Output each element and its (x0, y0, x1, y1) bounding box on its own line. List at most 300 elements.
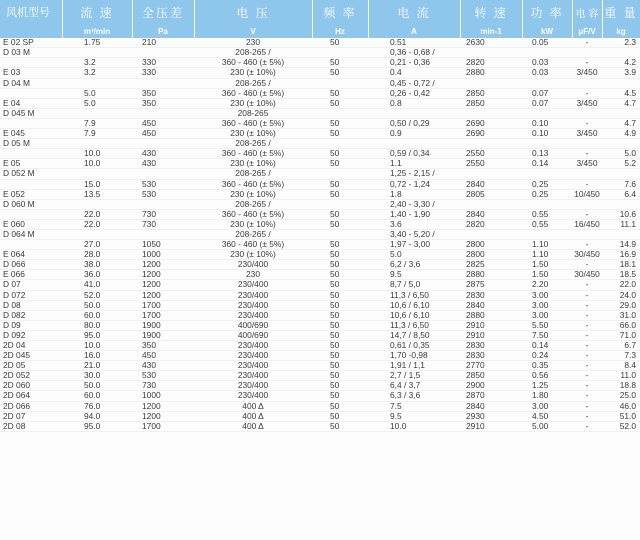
cell-frequency: 50 (312, 240, 368, 250)
cell-capacitor: 3/450 (572, 129, 602, 139)
cell-pressure: 1200 (132, 401, 194, 411)
table-row (0, 58, 640, 68)
cell-pressure: 1700 (132, 310, 194, 320)
cell-power: 2.20 (522, 280, 572, 290)
cell-speed: 2800 (460, 240, 522, 250)
table-row (0, 219, 640, 229)
cell-flow-rate: 5.0 (62, 88, 132, 98)
cell-voltage: 360 - 460 (± 5%) (194, 118, 312, 128)
cell-power: 0.03 (522, 58, 572, 68)
cell-model: E 05 (0, 159, 62, 169)
unit-weight: kg (602, 24, 640, 38)
cell-current: 0.4 (368, 68, 460, 78)
cell-capacitor: - (572, 58, 602, 68)
cell-current: 0,61 / 0,35 (368, 341, 460, 351)
cell-frequency: 50 (312, 300, 368, 310)
table-row (0, 250, 640, 260)
cell-speed: 2880 (460, 68, 522, 78)
table-body (0, 38, 640, 431)
cell-pressure: 450 (132, 118, 194, 128)
cell-speed: 2900 (460, 381, 522, 391)
cell-speed: 2550 (460, 159, 522, 169)
cell-frequency: 50 (312, 411, 368, 421)
cell-weight: 4.9 (602, 129, 640, 139)
cell-model (0, 149, 62, 159)
cell-weight: 18.5 (602, 270, 640, 280)
cell-speed (460, 108, 522, 118)
cell-voltage: 230 (± 10%) (194, 250, 312, 260)
cell-current: 1,40 - 1,90 (368, 209, 460, 219)
table-row (0, 320, 640, 330)
cell-power: 0.55 (522, 209, 572, 219)
cell-weight: 22.0 (602, 280, 640, 290)
cell-weight: 18.1 (602, 260, 640, 270)
cell-speed: 2630 (460, 38, 522, 48)
table-row (0, 341, 640, 351)
table-row (0, 300, 640, 310)
cell-frequency: 50 (312, 209, 368, 219)
cell-current: 1,70 -0,98 (368, 351, 460, 361)
table-row (0, 108, 640, 118)
cell-voltage: 230/400 (194, 381, 312, 391)
cell-capacitor: - (572, 38, 602, 48)
cell-frequency: 50 (312, 58, 368, 68)
cell-weight (602, 199, 640, 209)
table-row (0, 139, 640, 149)
cell-speed (460, 199, 522, 209)
cell-weight: 5.2 (602, 159, 640, 169)
cell-capacitor (572, 169, 602, 179)
cell-frequency: 50 (312, 361, 368, 371)
unit-frequency: Hz (312, 24, 368, 38)
cell-current: 0,72 - 1,24 (368, 179, 460, 189)
cell-power: 0.03 (522, 68, 572, 78)
cell-frequency (312, 78, 368, 88)
cell-frequency: 50 (312, 129, 368, 139)
cell-frequency: 50 (312, 260, 368, 270)
table-row (0, 38, 640, 48)
cell-model: D 052 M (0, 169, 62, 179)
cell-voltage: 230/400 (194, 391, 312, 401)
header-current: 电 流 (368, 0, 460, 24)
cell-flow-rate: 76.0 (62, 401, 132, 411)
cell-model (0, 209, 62, 219)
cell-weight: 29.0 (602, 300, 640, 310)
table-row (0, 209, 640, 219)
table-row (0, 129, 640, 139)
table-row (0, 118, 640, 128)
cell-pressure: 430 (132, 149, 194, 159)
cell-current: 1.1 (368, 159, 460, 169)
cell-flow-rate: 41.0 (62, 280, 132, 290)
cell-flow-rate: 13.5 (62, 189, 132, 199)
cell-voltage: 230/400 (194, 341, 312, 351)
cell-power (522, 199, 572, 209)
cell-model: D 07 (0, 280, 62, 290)
cell-power: 0.05 (522, 38, 572, 48)
cell-flow-rate: 10.0 (62, 149, 132, 159)
table-row (0, 381, 640, 391)
cell-power: 5.50 (522, 320, 572, 330)
cell-voltage: 360 - 460 (± 5%) (194, 179, 312, 189)
cell-current: 0.51 (368, 38, 460, 48)
cell-current: 11,3 / 6,50 (368, 320, 460, 330)
cell-pressure: 350 (132, 341, 194, 351)
cell-speed: 2690 (460, 118, 522, 128)
cell-pressure: 1700 (132, 421, 194, 431)
cell-speed (460, 48, 522, 58)
cell-frequency: 50 (312, 189, 368, 199)
cell-voltage: 400/690 (194, 330, 312, 340)
cell-weight: 46.0 (602, 401, 640, 411)
table-row (0, 240, 640, 250)
cell-speed: 2840 (460, 209, 522, 219)
table-row (0, 401, 640, 411)
cell-model: 2D 05 (0, 361, 62, 371)
cell-speed (460, 139, 522, 149)
cell-flow-rate: 27.0 (62, 240, 132, 250)
cell-pressure (132, 199, 194, 209)
cell-power: 0.10 (522, 129, 572, 139)
cell-frequency (312, 229, 368, 239)
cell-current: 6,4 / 3,7 (368, 381, 460, 391)
cell-speed: 2840 (460, 300, 522, 310)
cell-pressure (132, 169, 194, 179)
cell-flow-rate: 50.0 (62, 381, 132, 391)
cell-capacitor: - (572, 411, 602, 421)
cell-flow-rate: 38.0 (62, 260, 132, 270)
cell-flow-rate: 22.0 (62, 209, 132, 219)
table-row (0, 189, 640, 199)
cell-weight: 8.4 (602, 361, 640, 371)
header-frequency: 频 率 (312, 0, 368, 24)
cell-capacitor: 3/450 (572, 98, 602, 108)
cell-power: 0.07 (522, 98, 572, 108)
cell-pressure: 210 (132, 38, 194, 48)
cell-pressure: 430 (132, 361, 194, 371)
cell-capacitor: - (572, 421, 602, 431)
cell-pressure: 350 (132, 88, 194, 98)
cell-current: 3,40 - 5,20 / (368, 229, 460, 239)
cell-capacitor: - (572, 320, 602, 330)
cell-voltage: 230 (194, 38, 312, 48)
cell-weight: 4.7 (602, 98, 640, 108)
unit-power: kW (522, 24, 572, 38)
cell-flow-rate: 60.0 (62, 310, 132, 320)
cell-speed: 2870 (460, 391, 522, 401)
cell-weight: 4.2 (602, 58, 640, 68)
cell-pressure: 1000 (132, 391, 194, 401)
cell-current: 9.5 (368, 411, 460, 421)
table-row (0, 330, 640, 340)
cell-capacitor: 16/450 (572, 219, 602, 229)
cell-flow-rate (62, 169, 132, 179)
cell-current: 8,7 / 5,0 (368, 280, 460, 290)
table-row (0, 260, 640, 270)
cell-frequency: 50 (312, 219, 368, 229)
cell-capacitor: 10/450 (572, 189, 602, 199)
cell-flow-rate: 3.2 (62, 58, 132, 68)
cell-pressure: 1200 (132, 280, 194, 290)
cell-capacitor: - (572, 260, 602, 270)
cell-speed (460, 229, 522, 239)
cell-pressure: 1900 (132, 320, 194, 330)
cell-capacitor (572, 199, 602, 209)
cell-voltage: 360 - 460 (± 5%) (194, 58, 312, 68)
table-row (0, 98, 640, 108)
cell-flow-rate: 7.9 (62, 129, 132, 139)
cell-current: 3.6 (368, 219, 460, 229)
cell-current: 2,7 / 1,5 (368, 371, 460, 381)
cell-capacitor (572, 108, 602, 118)
cell-voltage: 230/400 (194, 351, 312, 361)
table-row (0, 199, 640, 209)
cell-power: 3.00 (522, 300, 572, 310)
cell-frequency (312, 108, 368, 118)
cell-speed: 2910 (460, 421, 522, 431)
cell-current: 7.5 (368, 401, 460, 411)
header-capacitor: 电 容 (572, 0, 602, 24)
cell-pressure: 450 (132, 129, 194, 139)
cell-frequency: 50 (312, 159, 368, 169)
cell-voltage: 230/400 (194, 290, 312, 300)
cell-pressure: 330 (132, 58, 194, 68)
cell-weight: 52.0 (602, 421, 640, 431)
cell-voltage: 230/400 (194, 371, 312, 381)
cell-current: 1.8 (368, 189, 460, 199)
cell-weight: 6.4 (602, 189, 640, 199)
cell-frequency (312, 139, 368, 149)
cell-weight: 5.0 (602, 149, 640, 159)
table-row (0, 179, 640, 189)
cell-flow-rate: 36.0 (62, 270, 132, 280)
cell-capacitor: - (572, 310, 602, 320)
cell-weight: 24.0 (602, 290, 640, 300)
cell-weight: 25.0 (602, 391, 640, 401)
cell-current: 0,26 - 0,42 (368, 88, 460, 98)
cell-pressure (132, 48, 194, 58)
cell-model: 2D 052 (0, 371, 62, 381)
cell-model: E 03 (0, 68, 62, 78)
cell-power: 1.50 (522, 270, 572, 280)
cell-frequency (312, 199, 368, 209)
cell-model: D 05 M (0, 139, 62, 149)
cell-capacitor: - (572, 118, 602, 128)
cell-voltage: 230 (± 10%) (194, 68, 312, 78)
cell-model (0, 88, 62, 98)
cell-pressure: 730 (132, 219, 194, 229)
table-row (0, 290, 640, 300)
cell-model: 2D 064 (0, 391, 62, 401)
table-row (0, 391, 640, 401)
cell-speed: 2830 (460, 290, 522, 300)
cell-current: 6,2 / 3,6 (368, 260, 460, 270)
cell-pressure: 1900 (132, 330, 194, 340)
cell-frequency: 50 (312, 149, 368, 159)
cell-model: 2D 060 (0, 381, 62, 391)
table-row (0, 78, 640, 88)
cell-flow-rate: 60.0 (62, 391, 132, 401)
cell-pressure: 1200 (132, 411, 194, 421)
cell-flow-rate: 10.0 (62, 341, 132, 351)
cell-frequency: 50 (312, 98, 368, 108)
cell-weight: 4.7 (602, 118, 640, 128)
cell-capacitor: 30/450 (572, 270, 602, 280)
cell-power: 0.25 (522, 179, 572, 189)
cell-capacitor: - (572, 391, 602, 401)
cell-frequency (312, 169, 368, 179)
cell-model: D 08 (0, 300, 62, 310)
cell-flow-rate: 7.9 (62, 118, 132, 128)
cell-power: 0.13 (522, 149, 572, 159)
unit-model (0, 24, 62, 38)
cell-speed: 2850 (460, 371, 522, 381)
cell-power: 0.25 (522, 189, 572, 199)
cell-speed: 2910 (460, 330, 522, 340)
cell-frequency (312, 48, 368, 58)
unit-current: A (368, 24, 460, 38)
cell-voltage: 230/400 (194, 361, 312, 371)
cell-pressure: 430 (132, 159, 194, 169)
cell-weight: 10.6 (602, 209, 640, 219)
cell-voltage: 208-265 / (194, 78, 312, 88)
cell-voltage: 208-265 / (194, 199, 312, 209)
cell-power: 1.50 (522, 260, 572, 270)
cell-power: 7.50 (522, 330, 572, 340)
cell-model: 2D 04 (0, 341, 62, 351)
cell-frequency: 50 (312, 38, 368, 48)
cell-power: 1.25 (522, 381, 572, 391)
cell-power: 4.50 (522, 411, 572, 421)
cell-frequency: 50 (312, 290, 368, 300)
cell-power (522, 169, 572, 179)
cell-speed: 2930 (460, 411, 522, 421)
cell-capacitor: - (572, 290, 602, 300)
cell-current: 2,40 - 3,30 / (368, 199, 460, 209)
cell-power (522, 48, 572, 58)
cell-speed: 2875 (460, 280, 522, 290)
cell-flow-rate: 10.0 (62, 159, 132, 169)
cell-flow-rate: 95.0 (62, 421, 132, 431)
cell-pressure: 1200 (132, 290, 194, 300)
cell-capacitor: - (572, 280, 602, 290)
cell-pressure (132, 229, 194, 239)
cell-power: 1.80 (522, 391, 572, 401)
cell-capacitor: - (572, 381, 602, 391)
cell-frequency: 50 (312, 250, 368, 260)
cell-power: 0.35 (522, 361, 572, 371)
cell-capacitor: 30/450 (572, 250, 602, 260)
cell-model: D 09 (0, 320, 62, 330)
table-row (0, 270, 640, 280)
cell-current: 10,6 / 6,10 (368, 300, 460, 310)
cell-pressure: 530 (132, 189, 194, 199)
cell-power: 0.55 (522, 219, 572, 229)
cell-current (368, 108, 460, 118)
cell-flow-rate: 28.0 (62, 250, 132, 260)
cell-weight: 6.7 (602, 341, 640, 351)
cell-model: D 066 (0, 260, 62, 270)
cell-model (0, 118, 62, 128)
cell-current: 0,36 - 0,68 / (368, 48, 460, 58)
table-header (0, 0, 640, 38)
table-row (0, 48, 640, 58)
cell-power: 1.10 (522, 250, 572, 260)
cell-voltage: 208-265 / (194, 169, 312, 179)
cell-frequency: 50 (312, 330, 368, 340)
cell-speed (460, 169, 522, 179)
cell-weight (602, 229, 640, 239)
cell-model: E 052 (0, 189, 62, 199)
cell-frequency: 50 (312, 401, 368, 411)
cell-pressure: 530 (132, 371, 194, 381)
cell-voltage: 400/690 (194, 320, 312, 330)
cell-voltage: 400 Δ (194, 401, 312, 411)
cell-voltage: 230/400 (194, 310, 312, 320)
unit-voltage: V (194, 24, 312, 38)
cell-current: 0.9 (368, 129, 460, 139)
cell-speed: 2550 (460, 149, 522, 159)
table-row (0, 421, 640, 431)
cell-current: 10,6 / 6,10 (368, 310, 460, 320)
cell-model: 2D 066 (0, 401, 62, 411)
cell-pressure: 330 (132, 68, 194, 78)
cell-pressure: 1200 (132, 270, 194, 280)
cell-model: 2D 07 (0, 411, 62, 421)
cell-model: D 03 M (0, 48, 62, 58)
table-row (0, 280, 640, 290)
cell-weight: 4.5 (602, 88, 640, 98)
cell-speed: 2800 (460, 250, 522, 260)
cell-weight: 7.3 (602, 351, 640, 361)
cell-capacitor: - (572, 88, 602, 98)
cell-voltage: 230 (± 10%) (194, 219, 312, 229)
cell-frequency: 50 (312, 421, 368, 431)
cell-weight (602, 139, 640, 149)
cell-pressure: 1000 (132, 250, 194, 260)
cell-voltage: 360 - 460 (± 5%) (194, 240, 312, 250)
cell-flow-rate (62, 78, 132, 88)
cell-speed: 2880 (460, 270, 522, 280)
cell-model: 2D 045 (0, 351, 62, 361)
cell-flow-rate (62, 229, 132, 239)
cell-voltage: 230 (± 10%) (194, 98, 312, 108)
cell-model: D 04 M (0, 78, 62, 88)
cell-power: 0.10 (522, 118, 572, 128)
cell-voltage: 360 - 460 (± 5%) (194, 88, 312, 98)
cell-power: 5.00 (522, 421, 572, 431)
cell-voltage: 208-265 / (194, 139, 312, 149)
header-flow-rate: 流 速 (62, 0, 132, 24)
cell-flow-rate (62, 108, 132, 118)
cell-frequency: 50 (312, 320, 368, 330)
cell-current: 1,97 - 3,00 (368, 240, 460, 250)
cell-current: 0,45 - 0,72 / (368, 78, 460, 88)
cell-flow-rate: 21.0 (62, 361, 132, 371)
cell-current: 1,25 - 2,15 / (368, 169, 460, 179)
cell-current: 10.0 (368, 421, 460, 431)
cell-speed: 2850 (460, 98, 522, 108)
cell-voltage: 360 - 460 (± 5%) (194, 149, 312, 159)
cell-capacitor: - (572, 209, 602, 219)
cell-capacitor: - (572, 401, 602, 411)
cell-model: E 02 SP (0, 38, 62, 48)
cell-voltage: 230/400 (194, 260, 312, 270)
cell-current: 0,21 - 0,36 (368, 58, 460, 68)
header-voltage: 电 压 (194, 0, 312, 24)
cell-voltage: 230 (± 10%) (194, 129, 312, 139)
cell-flow-rate (62, 48, 132, 58)
